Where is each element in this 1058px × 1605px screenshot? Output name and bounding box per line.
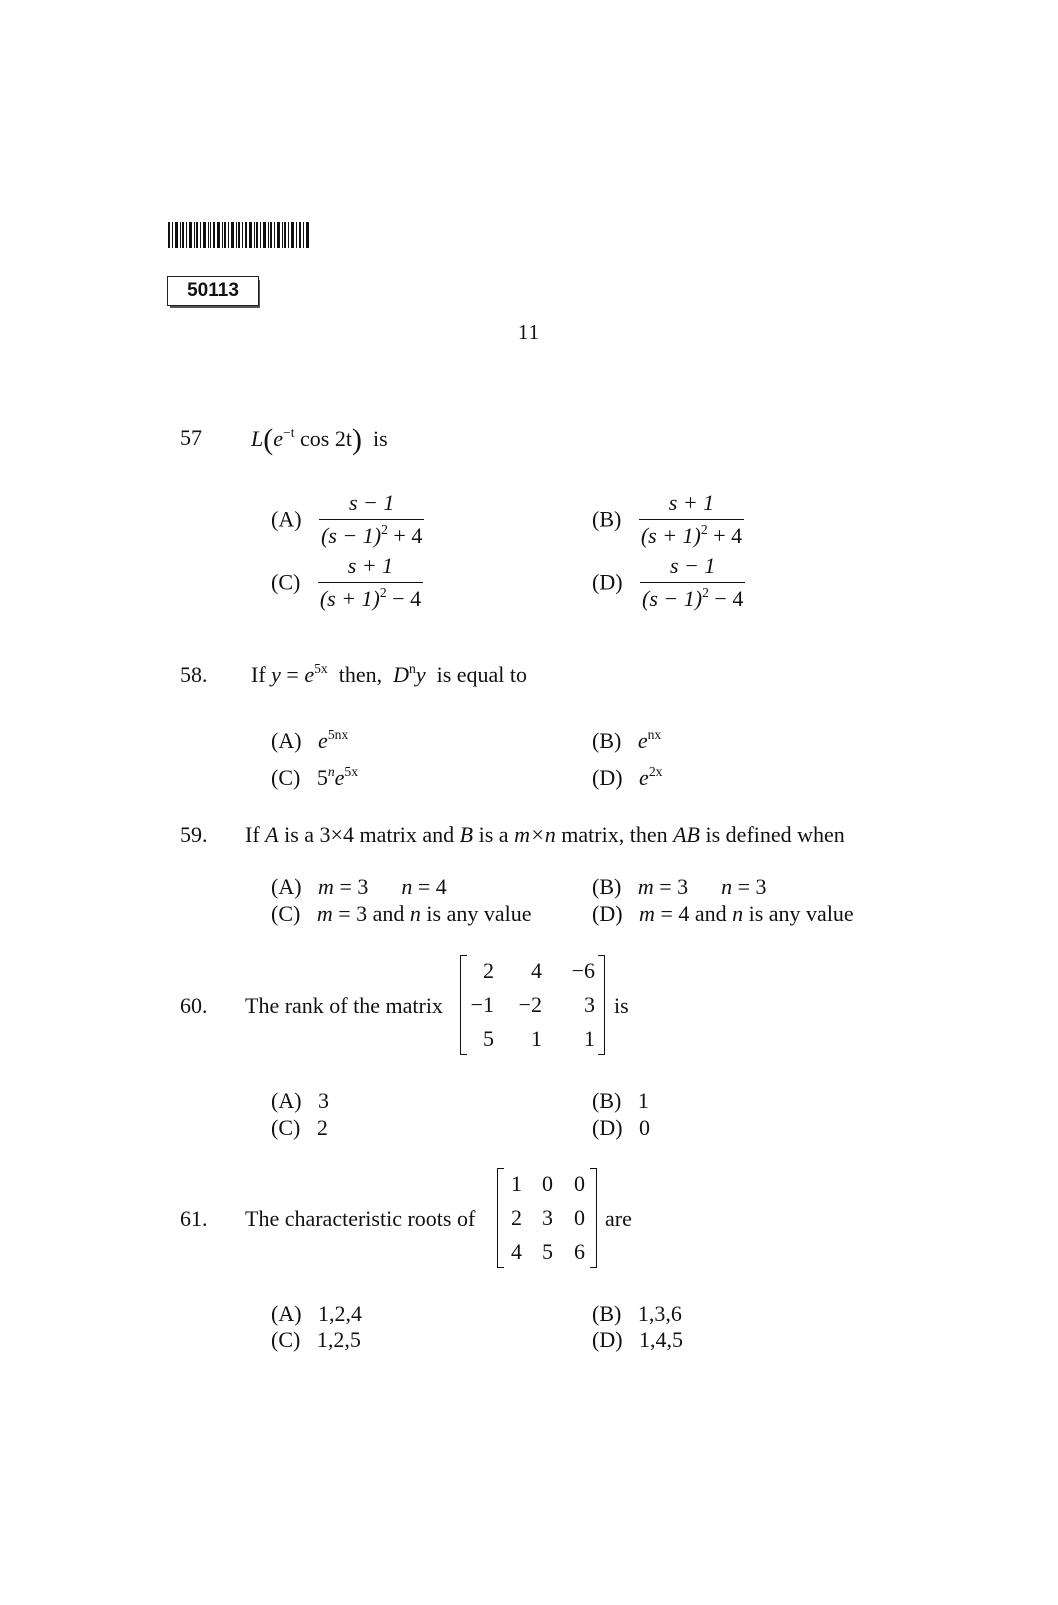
question-stem-prefix: The characteristic roots of bbox=[245, 1206, 476, 1231]
option-label: (B) bbox=[592, 1088, 622, 1113]
option-label: (C) bbox=[271, 1115, 301, 1140]
option-label: (B) bbox=[592, 1301, 622, 1326]
option-label: (A) bbox=[271, 728, 302, 753]
matrix bbox=[497, 1168, 597, 1268]
option-value: 2 bbox=[316, 1115, 328, 1140]
option-exponent: 5nx bbox=[327, 727, 349, 743]
option-a[interactable] bbox=[271, 1301, 362, 1327]
question-number: 57 bbox=[180, 425, 202, 450]
fraction-denominator-tail: − 4 bbox=[714, 586, 744, 611]
option-c[interactable]: (C) m = 3 and n is any value bbox=[271, 901, 532, 926]
option-label: (A) bbox=[271, 874, 302, 899]
option-label: (B) bbox=[592, 874, 622, 899]
barcode-icon bbox=[168, 222, 310, 248]
matrix-cell: −2 bbox=[518, 992, 542, 1017]
question-stem-prefix: The rank of the matrix bbox=[245, 993, 443, 1018]
option-a[interactable]: (A) m = 3 n = 4 bbox=[271, 874, 447, 899]
fraction-numerator: s + 1 bbox=[668, 490, 715, 515]
page-number: 11 bbox=[517, 320, 541, 344]
option-label: (C) bbox=[271, 1327, 301, 1352]
fraction-denominator-tail: − 4 bbox=[392, 586, 422, 611]
fraction-denominator-exponent: 2 bbox=[700, 522, 708, 538]
option-label: (C) bbox=[271, 901, 301, 926]
question-number: 60. bbox=[180, 993, 208, 1018]
option-b[interactable] bbox=[592, 1301, 682, 1327]
fraction-denominator-tail: + 4 bbox=[713, 523, 743, 548]
fraction-numerator: s + 1 bbox=[347, 553, 394, 578]
fraction-numerator: s − 1 bbox=[669, 553, 716, 578]
fraction-denominator-exponent: 2 bbox=[379, 585, 387, 601]
matrix-cell: 5 bbox=[483, 1026, 494, 1051]
question-stem: If $y = e^{5x}$ then, $D^ny$ is equal to bbox=[251, 661, 528, 687]
option-value: 1,3,6 bbox=[637, 1301, 682, 1326]
matrix bbox=[460, 955, 605, 1055]
option-value: 1,4,5 bbox=[639, 1327, 684, 1352]
matrix-cell: 5 bbox=[542, 1239, 553, 1264]
option-d[interactable] bbox=[592, 1327, 683, 1353]
option-a[interactable] bbox=[271, 1088, 329, 1114]
option-c[interactable]: (C) $5^ne^{5x}$ bbox=[271, 764, 359, 790]
matrix-cell: 2 bbox=[483, 958, 494, 983]
matrix-cell: −1 bbox=[470, 992, 494, 1017]
option-c[interactable] bbox=[271, 1327, 361, 1353]
option-label: (D) bbox=[592, 1115, 623, 1140]
matrix-cell: 2 bbox=[511, 1205, 522, 1230]
option-b[interactable]: (B) m = 3 n = 3 bbox=[592, 874, 767, 899]
option-c[interactable] bbox=[271, 1115, 328, 1141]
option-value: 3 bbox=[318, 1088, 330, 1113]
matrix-cell: 4 bbox=[531, 958, 542, 983]
question-stem: $L(e^{-t}$ cos 2t) is bbox=[251, 423, 388, 456]
stem-exponent: 5x bbox=[314, 661, 328, 677]
matrix-cell: 1 bbox=[584, 1026, 595, 1051]
matrix-cell: 1 bbox=[511, 1171, 522, 1196]
matrix-cell: 1 bbox=[531, 1026, 542, 1051]
fraction-denominator-base: (s + 1) bbox=[640, 523, 701, 548]
option-exponent: nx bbox=[647, 727, 662, 743]
right-bracket bbox=[598, 955, 605, 1055]
fraction-denominator-base: (s − 1) bbox=[642, 586, 703, 611]
option-label: (A) bbox=[271, 1088, 302, 1113]
option-a[interactable] bbox=[271, 490, 424, 549]
option-fraction bbox=[639, 490, 744, 549]
paper-code: 50113 bbox=[167, 276, 259, 306]
option-value: 1 bbox=[637, 1088, 649, 1113]
question-number: 61. bbox=[180, 1206, 208, 1231]
option-fraction bbox=[318, 553, 423, 612]
option-b[interactable] bbox=[592, 1088, 649, 1114]
option-exponent: 5x bbox=[344, 764, 359, 780]
matrix-cell: 6 bbox=[574, 1239, 585, 1264]
fraction-denominator-exponent: 2 bbox=[702, 585, 709, 601]
option-d[interactable]: (D) $e^{2x}$ bbox=[592, 764, 663, 790]
matrix-cell: 4 bbox=[511, 1239, 522, 1264]
question-stem-suffix: are bbox=[605, 1206, 632, 1231]
option-value: 1,2,5 bbox=[316, 1327, 361, 1352]
question-stem-suffix: is bbox=[614, 993, 629, 1018]
stem-exponent: −t bbox=[283, 425, 295, 441]
fraction-denominator-base: (s + 1) bbox=[319, 586, 380, 611]
option-label: (B) bbox=[592, 728, 622, 753]
option-d[interactable] bbox=[592, 1115, 650, 1141]
option-a[interactable]: (A) $e^{5nx}$ bbox=[271, 727, 349, 753]
option-label: (A) bbox=[271, 1301, 302, 1326]
option-value: 1,2,4 bbox=[318, 1301, 363, 1326]
stem-suffix: is bbox=[372, 426, 388, 451]
option-label: (D) bbox=[592, 569, 623, 595]
option-label: (A) bbox=[271, 506, 302, 532]
fraction-numerator: s − 1 bbox=[348, 490, 395, 515]
option-b[interactable] bbox=[592, 490, 744, 549]
option-label: (D) bbox=[592, 901, 623, 926]
option-label: (D) bbox=[592, 765, 623, 790]
option-d[interactable] bbox=[592, 553, 745, 612]
question-stem: If A is a 3×4 matrix and B is a m×n matrix, then AB is defined when bbox=[245, 822, 845, 847]
matrix-cell: −6 bbox=[571, 958, 595, 983]
fraction-denominator-exponent: 2 bbox=[381, 522, 388, 538]
matrix-cell: 0 bbox=[542, 1171, 553, 1196]
matrix-cell: 0 bbox=[574, 1205, 585, 1230]
right-bracket bbox=[590, 1168, 597, 1268]
option-label: (C) bbox=[271, 569, 301, 595]
option-value: 0 bbox=[639, 1115, 651, 1140]
option-c[interactable] bbox=[271, 553, 423, 612]
option-label: (B) bbox=[592, 506, 622, 532]
question-number: 59. bbox=[180, 822, 208, 847]
matrix-cell: 3 bbox=[584, 992, 595, 1017]
option-b[interactable]: (B) $e^{nx}$ bbox=[592, 727, 662, 753]
option-fraction bbox=[319, 490, 424, 549]
option-label: (D) bbox=[592, 1327, 623, 1352]
matrix-cell: 3 bbox=[542, 1205, 553, 1230]
fraction-denominator-base: (s − 1) bbox=[321, 523, 382, 548]
laplace-symbol: L bbox=[251, 426, 264, 451]
question-number: 58. bbox=[180, 662, 208, 687]
option-d[interactable]: (D) m = 4 and n is any value bbox=[592, 901, 854, 926]
fraction-denominator-tail: + 4 bbox=[393, 523, 423, 548]
stem-argument: cos 2t bbox=[300, 426, 352, 451]
option-exponent: 2x bbox=[648, 764, 663, 780]
matrix-cell: 0 bbox=[574, 1171, 585, 1196]
option-fraction bbox=[640, 553, 745, 612]
option-label: (C) bbox=[271, 765, 301, 790]
